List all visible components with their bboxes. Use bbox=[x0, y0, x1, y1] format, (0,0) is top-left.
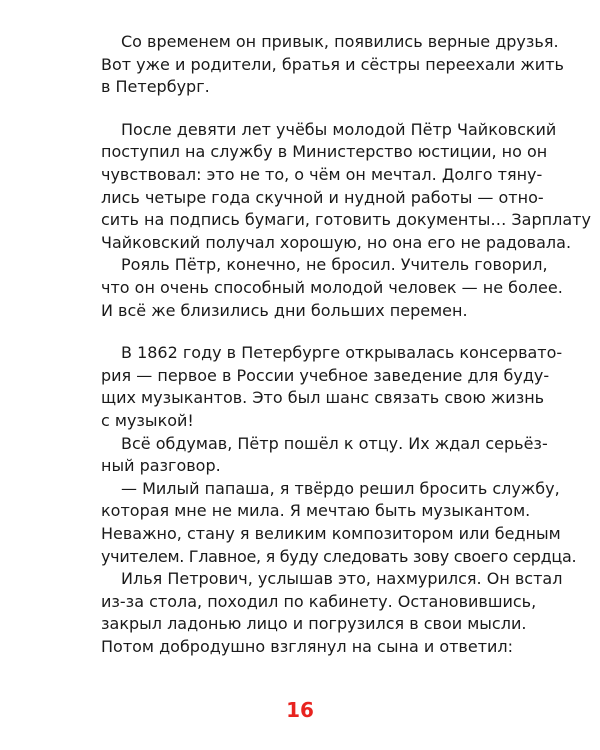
text-line: закрыл ладонью лицо и погрузился в свои мысли. bbox=[101, 614, 527, 634]
text-line: И всё же близились дни больших перемен. bbox=[101, 300, 468, 320]
text-line: Илья Петрович, услышав это, нахмурился. Он встал bbox=[121, 569, 563, 589]
text-line: учителем. Главное, я буду следовать зову своего сердца. bbox=[101, 546, 577, 566]
text-line: Вот уже и родители, братья и сёстры переехали жить bbox=[101, 54, 564, 74]
page-number: 16 bbox=[286, 698, 314, 722]
text-line: Неважно, стану я великим композитором или бедным bbox=[101, 524, 561, 543]
text-line: сить на подпись бумаги, готовить документы… Зарплату bbox=[101, 210, 591, 230]
text-line: ный разговор. bbox=[101, 456, 221, 476]
text-line: рия — первое в России учебное заведение для буду- bbox=[101, 365, 550, 385]
text-line: После девяти лет учёбы молодой Пётр Чайковский bbox=[121, 119, 557, 139]
text-line: с музыкой! bbox=[101, 411, 194, 430]
text-line: Рояль Пётр, конечно, не бросил. Учитель говорил, bbox=[121, 255, 548, 275]
text-line: чувствовал: это не то, о чём он мечтал. Долго тяну- bbox=[101, 165, 543, 184]
text-line: Чайковский получал хорошую, но она его не радовала. bbox=[101, 232, 572, 252]
text-line: которая мне не мила. Я мечтаю быть музыкантом. bbox=[101, 501, 531, 521]
text-line: щих музыкантов. Это был шанс связать свою жизнь bbox=[101, 388, 545, 408]
text-line: В 1862 году в Петербурге открывалась консервато- bbox=[121, 343, 563, 363]
text-line: из-за стола, походил по кабинету. Остановившись, bbox=[101, 591, 537, 611]
text-line: лись четыре года скучной и нудной работы — отно- bbox=[101, 187, 544, 207]
text-line: что он очень способный молодой человек — не более. bbox=[101, 278, 563, 297]
text-line: поступил на службу в Министерство юстиции, но он bbox=[101, 142, 548, 162]
text-line: Потом добродушно взглянул на сына и ответил: bbox=[101, 637, 514, 656]
text-line: — Милый папаша, я твёрдо решил бросить службу, bbox=[121, 478, 560, 498]
text-line: Всё обдумав, Пётр пошёл к отцу. Их ждал серьёз- bbox=[121, 433, 548, 453]
text-line: в Петербург. bbox=[101, 77, 210, 97]
text-line: Со временем он привык, появились верные друзья. bbox=[121, 32, 559, 51]
